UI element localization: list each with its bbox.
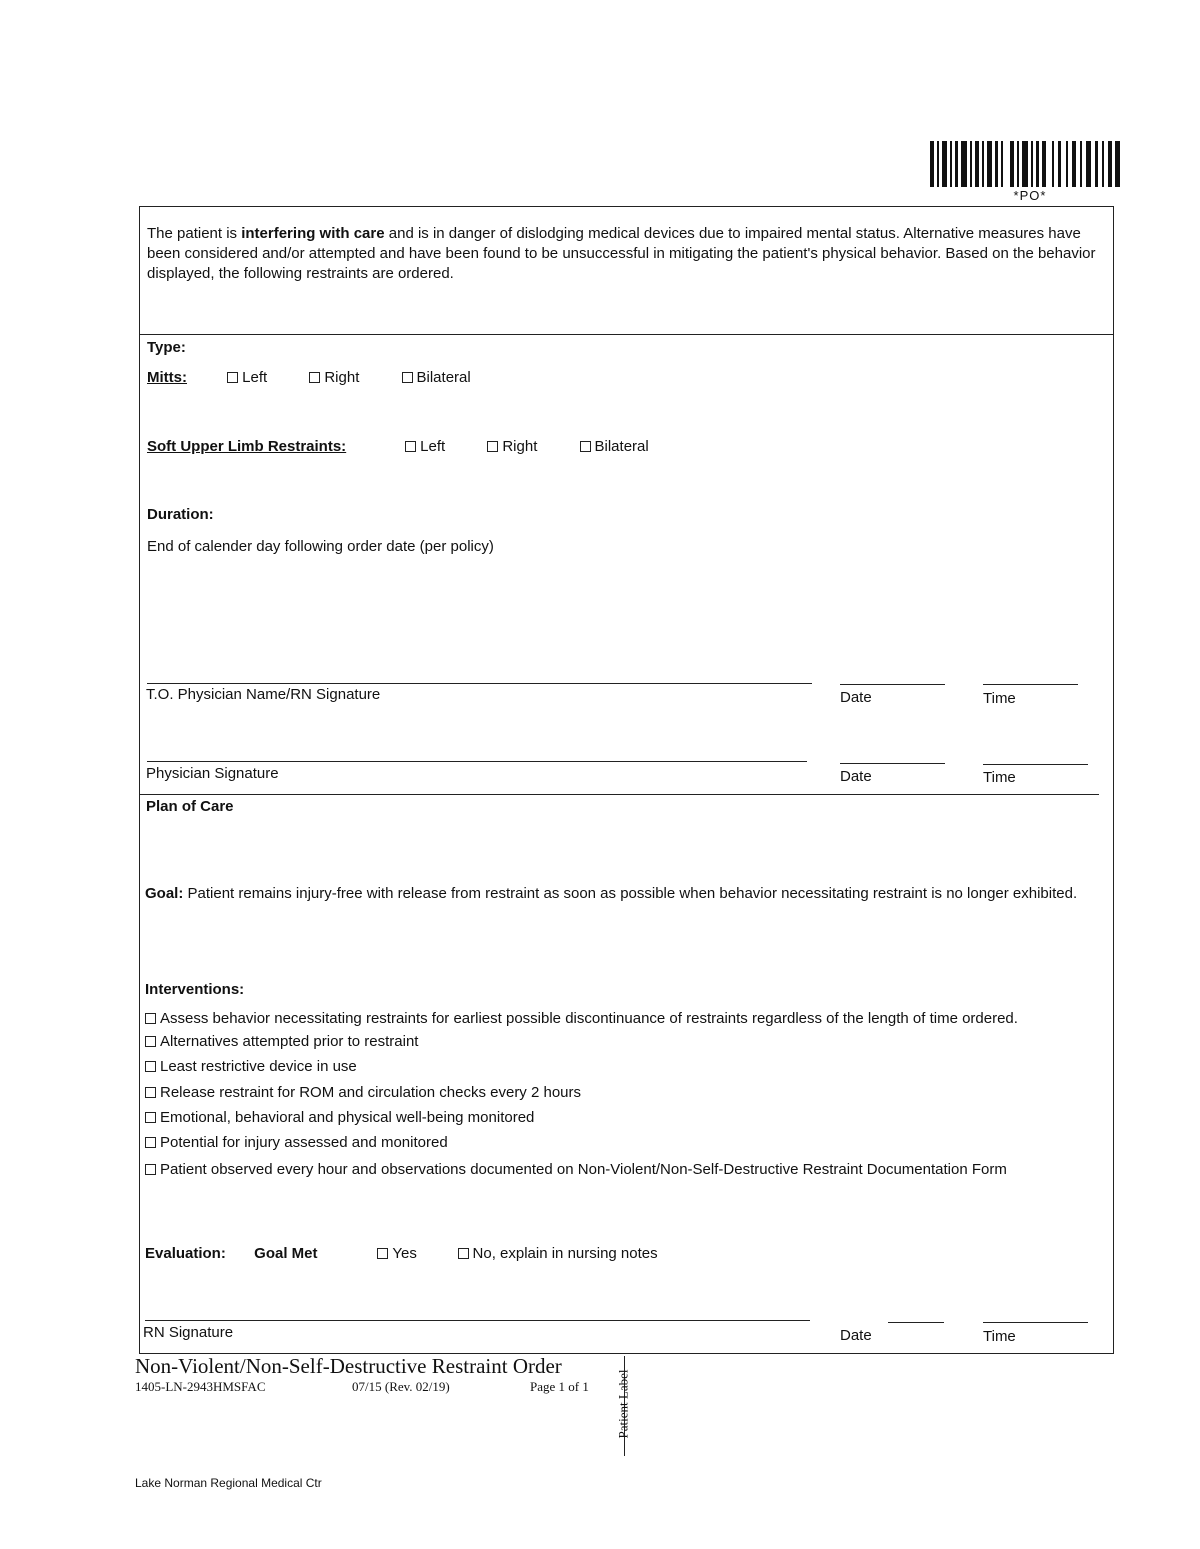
physician-time-label: Time bbox=[983, 769, 1016, 786]
checkbox[interactable] bbox=[145, 1036, 156, 1047]
checkbox[interactable] bbox=[405, 441, 416, 452]
intro-paragraph bbox=[147, 224, 1097, 284]
goal-label: Goal: bbox=[145, 885, 184, 902]
date-line bbox=[840, 763, 945, 764]
checkbox[interactable] bbox=[145, 1087, 156, 1098]
goal-met-no-option[interactable]: No, explain in nursing notes bbox=[458, 1245, 658, 1262]
barcode-code: *PO* bbox=[1013, 188, 1047, 203]
evaluation-label: Evaluation: bbox=[145, 1245, 226, 1262]
form-number: 1405-LN-2943HMSFAC bbox=[135, 1379, 266, 1394]
time-line bbox=[983, 764, 1088, 765]
divider bbox=[139, 334, 1114, 335]
interventions-heading: Interventions: bbox=[145, 981, 245, 998]
hospital-name: Lake Norman Regional Medical Ctr bbox=[135, 1476, 322, 1490]
patient-label-area bbox=[615, 1356, 651, 1456]
physician-sig-label: Physician Signature bbox=[146, 765, 279, 782]
date-line bbox=[840, 684, 945, 685]
time-line bbox=[983, 1322, 1088, 1323]
intervention-item[interactable]: Alternatives attempted prior to restraint bbox=[145, 1033, 418, 1050]
form-revision: 07/15 (Rev. 02/19) bbox=[352, 1379, 450, 1394]
checkbox[interactable] bbox=[580, 441, 591, 452]
mitts-left-option[interactable]: Left bbox=[227, 369, 305, 386]
barcode bbox=[930, 141, 1120, 187]
goal-met-yes-option[interactable]: Yes bbox=[377, 1245, 453, 1262]
to-date-label: Date bbox=[840, 689, 872, 706]
checkbox[interactable] bbox=[458, 1248, 469, 1259]
intervention-item[interactable]: Potential for injury assessed and monitored bbox=[145, 1134, 448, 1151]
to-time-label: Time bbox=[983, 690, 1016, 707]
checkbox[interactable] bbox=[145, 1061, 156, 1072]
checkbox[interactable] bbox=[145, 1013, 156, 1024]
checkbox[interactable] bbox=[227, 372, 238, 383]
intro-bold: interfering with care bbox=[241, 225, 385, 242]
checkbox[interactable] bbox=[377, 1248, 388, 1259]
soft-upper-label: Soft Upper Limb Restraints: bbox=[147, 438, 347, 455]
form-title: Non-Violent/Non-Self-Destructive Restraint Order bbox=[135, 1354, 562, 1378]
intervention-item[interactable]: Release restraint for ROM and circulation checks every 2 hours bbox=[145, 1084, 581, 1101]
date-line bbox=[888, 1322, 944, 1323]
intervention-item[interactable]: Patient observed every hour and observations documented on Non-Violent/Non-Self-Destructive Restraint Documentation Form bbox=[145, 1161, 1007, 1178]
physician-date-label: Date bbox=[840, 768, 872, 785]
evaluation-row bbox=[145, 1245, 658, 1262]
intervention-item[interactable]: Emotional, behavioral and physical well-being monitored bbox=[145, 1109, 534, 1126]
rn-sig-label: RN Signature bbox=[143, 1324, 234, 1341]
goal-paragraph bbox=[145, 884, 1095, 904]
mitts-label: Mitts: bbox=[147, 369, 187, 386]
sig-line bbox=[147, 683, 812, 684]
time-line bbox=[983, 684, 1078, 685]
intro-before: The patient is bbox=[147, 225, 242, 242]
checkbox[interactable] bbox=[145, 1112, 156, 1123]
checkbox[interactable] bbox=[487, 441, 498, 452]
checkbox[interactable] bbox=[402, 372, 413, 383]
duration-heading: Duration: bbox=[147, 506, 214, 523]
to-physician-label: T.O. Physician Name/RN Signature bbox=[146, 686, 381, 703]
checkbox[interactable] bbox=[309, 372, 320, 383]
mitts-row bbox=[147, 369, 471, 386]
duration-text: End of calender day following order date (per policy) bbox=[147, 538, 494, 555]
sig-line bbox=[145, 1320, 810, 1321]
plan-heading: Plan of Care bbox=[146, 798, 234, 815]
page-number: Page 1 of 1 bbox=[530, 1379, 589, 1394]
patient-label-text: Patient Label bbox=[615, 1369, 631, 1439]
checkbox[interactable] bbox=[145, 1164, 156, 1175]
rn-time-label: Time bbox=[983, 1328, 1016, 1345]
soft-upper-left-option[interactable]: Left bbox=[405, 438, 483, 455]
sig-line bbox=[147, 761, 807, 762]
intervention-item[interactable]: Assess behavior necessitating restraints for earliest possible discontinuance of restraints regardless of the length of time ordered. bbox=[145, 1010, 1018, 1027]
divider bbox=[139, 794, 1099, 795]
intervention-item[interactable]: Least restrictive device in use bbox=[145, 1058, 357, 1075]
rn-date-label: Date bbox=[840, 1327, 872, 1344]
intro-after: and is in danger of dislodging medical devices due to impaired mental status. Alternative measures have been considered and/or attempted and have been found to be unsuccessful in mitigating the patient's physical behavior. Based on the behavior displayed, the following restraints are ordered. bbox=[147, 225, 1096, 282]
goal-met-label: Goal Met bbox=[254, 1245, 318, 1262]
soft-upper-right-option[interactable]: Right bbox=[487, 438, 575, 455]
mitts-right-option[interactable]: Right bbox=[309, 369, 397, 386]
soft-upper-row bbox=[147, 438, 649, 455]
checkbox[interactable] bbox=[145, 1137, 156, 1148]
type-heading: Type: bbox=[147, 339, 186, 356]
mitts-bilateral-option[interactable]: Bilateral bbox=[402, 369, 471, 386]
goal-text: Patient remains injury-free with release from restraint as soon as possible when behavior necessitating restraint is no longer exhibited. bbox=[183, 885, 1078, 902]
soft-upper-bilateral-option[interactable]: Bilateral bbox=[580, 438, 649, 455]
